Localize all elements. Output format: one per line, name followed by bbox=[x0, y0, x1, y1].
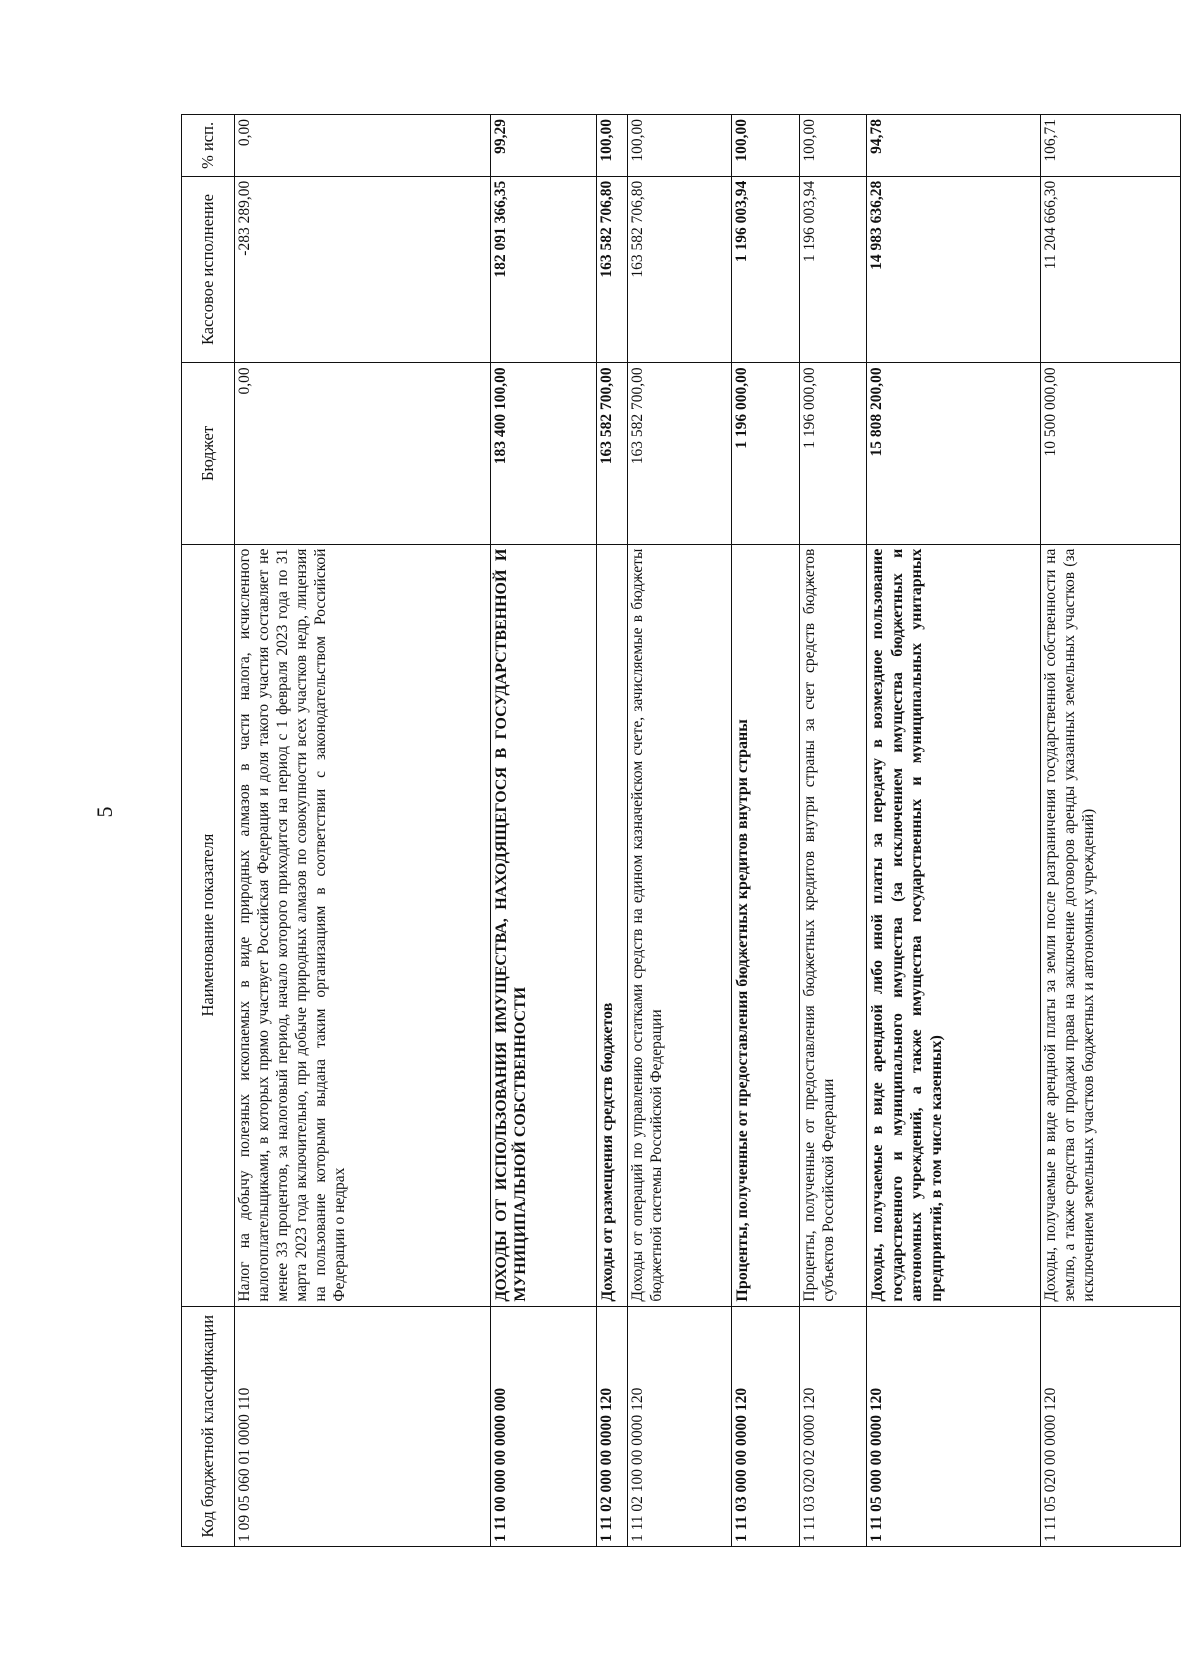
row-name: Проценты, полученные от предоставления бюджетных кредитов внутри страны bbox=[732, 544, 800, 1306]
row-execution: 14 983 636,28 bbox=[867, 176, 1041, 363]
table-row bbox=[867, 115, 1041, 1547]
row-name: Проценты, полученные от предоставления бюджетных кредитов внутри страны за счет средств бюджетов субъектов Российской Федерации bbox=[799, 544, 867, 1306]
row-budget: 163 582 700,00 bbox=[628, 363, 732, 544]
table-row bbox=[235, 115, 491, 1547]
row-code: 1 11 02 000 00 0000 120 bbox=[597, 1306, 628, 1546]
page-number: 5 bbox=[92, 806, 117, 818]
header-percent: % исп. bbox=[182, 115, 235, 177]
header-execution: Кассовое исполнение bbox=[182, 176, 235, 363]
row-code: 1 09 05 060 01 0000 110 bbox=[235, 1306, 491, 1546]
row-name: Налог на добычу полезных ископаемых в виде природных алмазов в части налога, исчисленного налогоплательщиками, в которых прямо участвует Российская Федерация и доля такого участия составляет не менее 33 процентов, за налоговый период, начало которого приходится на период с 1 февраля 2023 года по 31 марта 2023 года включительно, при добыче природных алмазов по совокупности всех участков недр, лицензия на пользование которыми выдана таким организациям в соответствии с законодательством Российской Федерации о недрах bbox=[235, 544, 491, 1306]
row-budget: 15 808 200,00 bbox=[867, 363, 1041, 544]
row-execution: 11 204 666,30 bbox=[1041, 176, 1181, 363]
rotated-table-wrapper bbox=[181, 114, 1181, 1547]
row-code: 1 11 03 000 00 0000 120 bbox=[732, 1306, 800, 1546]
table-row bbox=[490, 115, 596, 1547]
row-percent: 106,71 bbox=[1041, 115, 1181, 177]
row-name: Доходы, получаемые в виде арендной либо иной платы за передачу в возмездное пользование государственного и муниципального имущества (за исключением имущества бюджетных и автономных учреждений, а также имущества государственных и муниципальных унитарных предприятий, в том числе казенных) bbox=[867, 544, 1041, 1306]
row-code: 1 11 02 100 00 0000 120 bbox=[628, 1306, 732, 1546]
header-name: Наименование показателя bbox=[182, 544, 235, 1306]
row-percent: 0,00 bbox=[235, 115, 491, 177]
row-name: Доходы от размещения средств бюджетов bbox=[597, 544, 628, 1306]
header-code: Код бюджетной классификации bbox=[182, 1306, 235, 1546]
row-name: Доходы, получаемые в виде арендной платы за земли после разграничения государственной собственности на землю, а также средства от продажи права на заключение договоров аренды указанных земельных участков (за исключением земельных участков бюджетных и автономных учреждений) bbox=[1041, 544, 1181, 1306]
row-code: 1 11 05 000 00 0000 120 bbox=[867, 1306, 1041, 1546]
row-budget: 1 196 000,00 bbox=[799, 363, 867, 544]
revenue-table bbox=[181, 114, 1181, 1547]
row-execution: 1 196 003,94 bbox=[799, 176, 867, 363]
table-header-row bbox=[182, 115, 235, 1547]
row-name: ДОХОДЫ ОТ ИСПОЛЬЗОВАНИЯ ИМУЩЕСТВА, НАХОДЯЩЕГОСЯ В ГОСУДАРСТВЕННОЙ И МУНИЦИПАЛЬНОЙ СОБСТВЕННОСТИ bbox=[490, 544, 596, 1306]
row-percent: 100,00 bbox=[732, 115, 800, 177]
header-budget: Бюджет bbox=[182, 363, 235, 544]
row-execution: 163 582 706,80 bbox=[597, 176, 628, 363]
row-percent: 94,78 bbox=[867, 115, 1041, 177]
table-row bbox=[1041, 115, 1181, 1547]
row-percent: 100,00 bbox=[799, 115, 867, 177]
row-code: 1 11 00 000 00 0000 000 bbox=[490, 1306, 596, 1546]
table-row bbox=[628, 115, 732, 1547]
row-percent: 100,00 bbox=[597, 115, 628, 177]
row-budget: 183 400 100,00 bbox=[490, 363, 596, 544]
table-row bbox=[597, 115, 628, 1547]
row-budget: 10 500 000,00 bbox=[1041, 363, 1181, 544]
row-percent: 99,29 bbox=[490, 115, 596, 177]
row-execution: 163 582 706,80 bbox=[628, 176, 732, 363]
row-execution: 182 091 366,35 bbox=[490, 176, 596, 363]
row-percent: 100,00 bbox=[628, 115, 732, 177]
table-row bbox=[732, 115, 800, 1547]
table-row bbox=[799, 115, 867, 1547]
row-name: Доходы от операций по управлению остатками средств на едином казначейском счете, зачисляемые в бюджеты бюджетной системы Российской Федерации bbox=[628, 544, 732, 1306]
row-code: 1 11 03 020 02 0000 120 bbox=[799, 1306, 867, 1546]
row-budget: 163 582 700,00 bbox=[597, 363, 628, 544]
row-budget: 0,00 bbox=[235, 363, 491, 544]
row-budget: 1 196 000,00 bbox=[732, 363, 800, 544]
row-code: 1 11 05 020 00 0000 120 bbox=[1041, 1306, 1181, 1546]
row-execution: -283 289,00 bbox=[235, 176, 491, 363]
row-execution: 1 196 003,94 bbox=[732, 176, 800, 363]
